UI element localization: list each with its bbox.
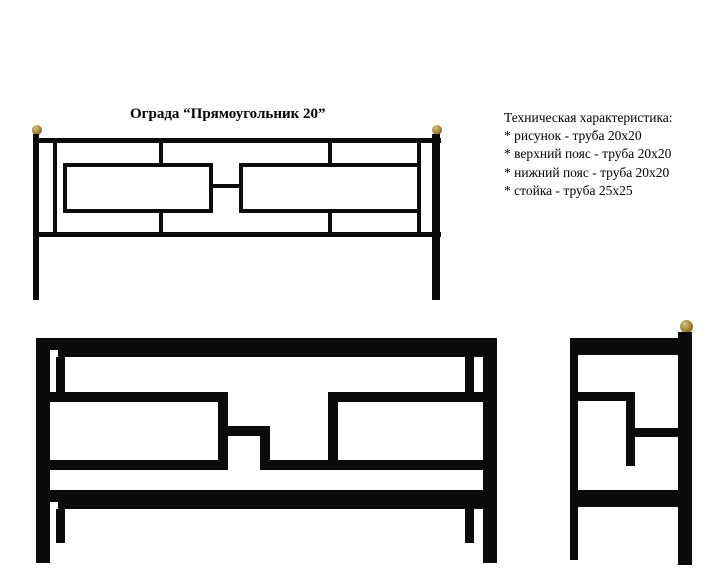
plan-lower-stub-right xyxy=(465,509,474,543)
side-front-edge xyxy=(570,338,578,560)
front-strut-2 xyxy=(159,143,163,163)
plan-stub-left xyxy=(56,357,65,395)
side-bottom-belt-inner xyxy=(570,501,678,507)
front-pattern-left-rect-right xyxy=(209,163,213,213)
spec-line-top-belt: * верхний пояс - труба 20х20 xyxy=(504,146,672,162)
front-pattern-right-rect-bottom xyxy=(239,209,421,213)
plan-pattern-left-top xyxy=(50,392,228,402)
front-top-belt xyxy=(33,138,441,143)
plan-stub-right xyxy=(465,357,474,395)
front-strut-1 xyxy=(53,143,57,233)
plan-view xyxy=(28,330,528,565)
side-elevation-view xyxy=(560,310,710,565)
side-bottom-belt xyxy=(570,490,692,501)
front-pattern-right-rect-top xyxy=(239,163,421,167)
plan-pattern-left-vert xyxy=(218,392,228,470)
front-strut-5 xyxy=(159,213,163,233)
front-pattern-left-rect-left xyxy=(63,163,67,213)
front-pattern-right-rect-left xyxy=(239,163,243,213)
plan-top-belt-inner xyxy=(58,350,496,357)
front-pattern-left-rect-top xyxy=(63,163,163,167)
side-pattern-bottom xyxy=(626,428,692,437)
plan-post-left xyxy=(36,338,50,563)
front-elevation-view xyxy=(28,120,478,295)
plan-pattern-right-bottom xyxy=(270,460,484,470)
front-pattern-left-rect-top-2 xyxy=(159,163,213,167)
plan-lower-stub-left xyxy=(56,509,65,543)
spec-line-post: * стойка - труба 25х25 xyxy=(504,183,633,199)
plan-top-belt xyxy=(36,338,496,350)
front-strut-6 xyxy=(328,213,332,233)
spec-heading: Техническая характеристика: xyxy=(504,110,673,125)
spec-line-pattern: * рисунок - труба 20х20 xyxy=(504,128,642,143)
plan-pattern-left-bottom xyxy=(50,460,228,470)
front-leg-right xyxy=(432,232,440,300)
technical-specification-block xyxy=(504,110,719,200)
plan-bottom-belt-inner xyxy=(58,502,496,509)
plan-pattern-right-top xyxy=(328,392,484,402)
side-top-belt-inner xyxy=(570,349,678,355)
side-post xyxy=(678,332,692,565)
front-pattern-right-rect-right xyxy=(417,163,421,213)
front-pattern-left-rect-bottom xyxy=(63,209,163,213)
plan-pattern-center-vert xyxy=(260,426,270,470)
front-bottom-belt xyxy=(33,232,441,237)
front-pattern-center-connector xyxy=(213,184,239,188)
front-leg-left xyxy=(33,232,39,300)
plan-post-right xyxy=(483,338,497,563)
page-title: Ограда “Прямоугольник 20” xyxy=(130,106,326,122)
spec-line-bottom-belt: * нижний пояс - труба 20х20 xyxy=(504,164,670,180)
plan-pattern-right-vert xyxy=(328,392,338,470)
side-top-belt xyxy=(570,338,692,349)
front-strut-3 xyxy=(328,143,332,163)
front-pattern-left-rect-bottom-2 xyxy=(159,209,213,213)
plan-bottom-belt xyxy=(36,490,496,502)
